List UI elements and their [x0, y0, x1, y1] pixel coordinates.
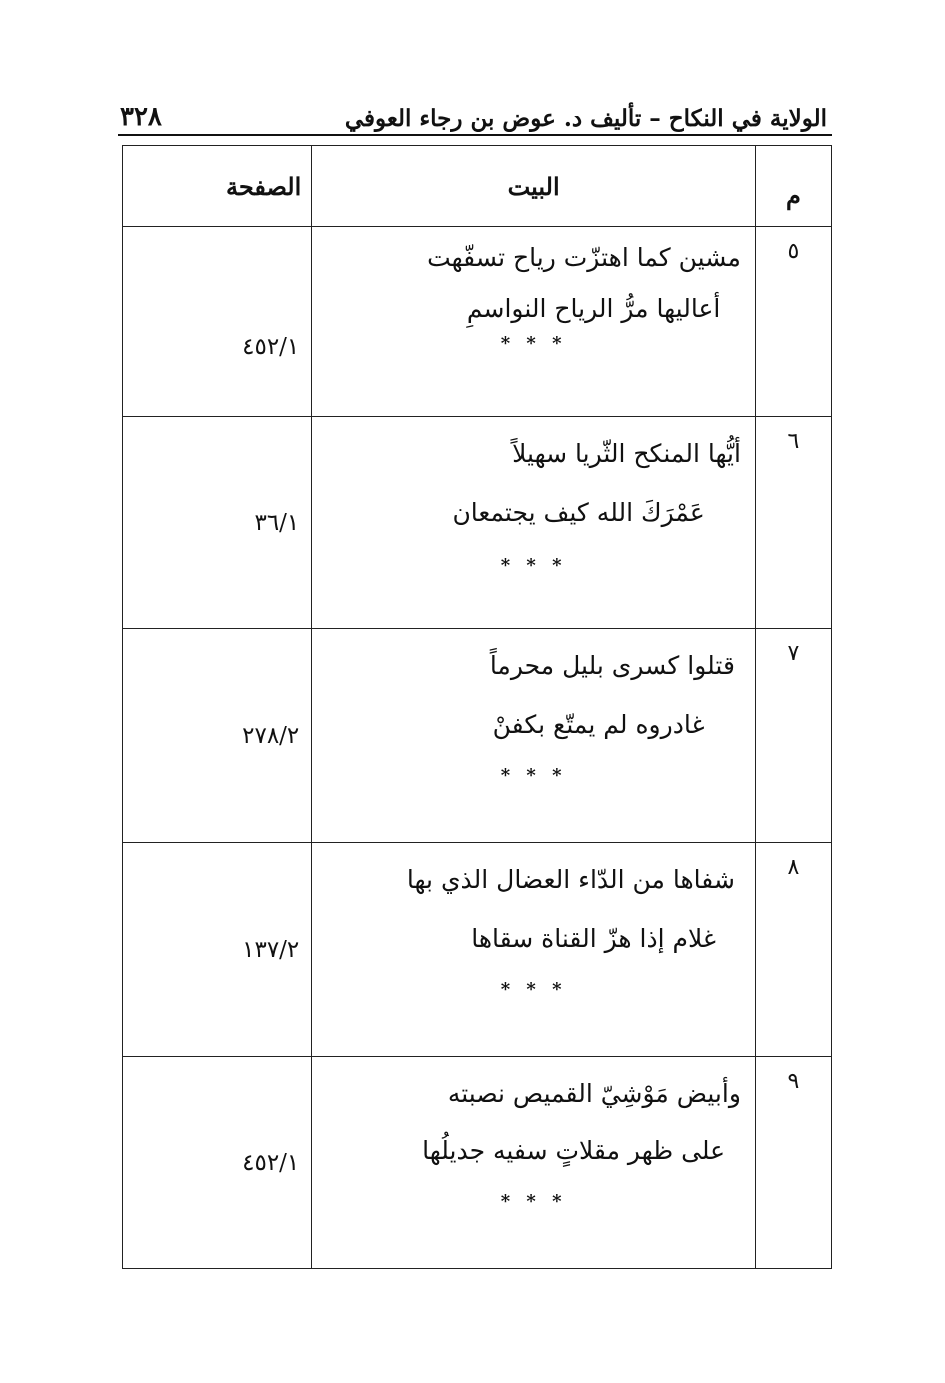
verse-second-hemistich: غلام إذا هزّ القناة سقاها [471, 924, 716, 953]
verse-second-hemistich: غادروه لم يمتّع بكفنْ [492, 710, 705, 739]
verse-second-hemistich: أعاليها مرُّ الرياح النواسمِ [466, 294, 721, 323]
page-reference: ٤٥٢/١ [123, 1057, 312, 1269]
verse-separator: * * * [500, 1191, 567, 1212]
page-number: ٣٢٨ [120, 102, 162, 132]
verse-separator: * * * [500, 979, 567, 1000]
verse-cell [312, 1057, 756, 1269]
verse-second-hemistich: على ظهر مقلاتٍ سفيه جديلُها [422, 1136, 726, 1165]
verse-first-hemistich: شفاها من الدّاء العضال الذي بها [406, 865, 735, 894]
verse-separator: * * * [500, 555, 567, 576]
row-number: ٥ [755, 227, 831, 417]
verse-separator: * * * [500, 765, 567, 786]
verse-cell [312, 843, 756, 1057]
running-title: الولاية في النكاح – تأليف د. عوض بن رجاء العوفي [344, 105, 827, 132]
verse-first-hemistich: مشين كما اهتزّت رياح تسفّهت [427, 243, 741, 272]
header-rule [118, 134, 832, 136]
verse-first-hemistich: قتلوا كسرى بليل محرماً [489, 651, 735, 680]
table-row [123, 629, 832, 843]
verse-separator: * * * [500, 333, 567, 354]
row-number: ٨ [755, 843, 831, 1057]
column-header-page: الصفحة [123, 146, 312, 227]
table-row [123, 1057, 832, 1269]
row-number: ٩ [755, 1057, 831, 1269]
page-reference: ٢٧٨/٢ [123, 629, 312, 843]
page-reference: ٤٥٢/١ [123, 227, 312, 417]
row-number: ٧ [755, 629, 831, 843]
verse-cell [312, 629, 756, 843]
verse-cell [312, 417, 756, 629]
page-reference: ١٣٧/٢ [123, 843, 312, 1057]
column-header-verse: البيت [312, 146, 756, 227]
table-header-row [123, 146, 832, 227]
page-reference: ٣٦/١ [123, 417, 312, 629]
table-row [123, 417, 832, 629]
verse-first-hemistich: أيُّها المنكح الثّريا سهيلاً [512, 439, 741, 468]
verse-index-table [122, 145, 832, 1269]
running-header [120, 92, 827, 132]
verse-cell [312, 227, 756, 417]
column-header-number: م [755, 146, 831, 227]
table-row [123, 227, 832, 417]
row-number: ٦ [755, 417, 831, 629]
table-row [123, 843, 832, 1057]
verse-first-hemistich: وأبيض مَوْشِيّ القميص نصبته [447, 1079, 741, 1108]
verse-second-hemistich: عَمْرَكَ الله كيف يجتمعان [452, 498, 705, 527]
